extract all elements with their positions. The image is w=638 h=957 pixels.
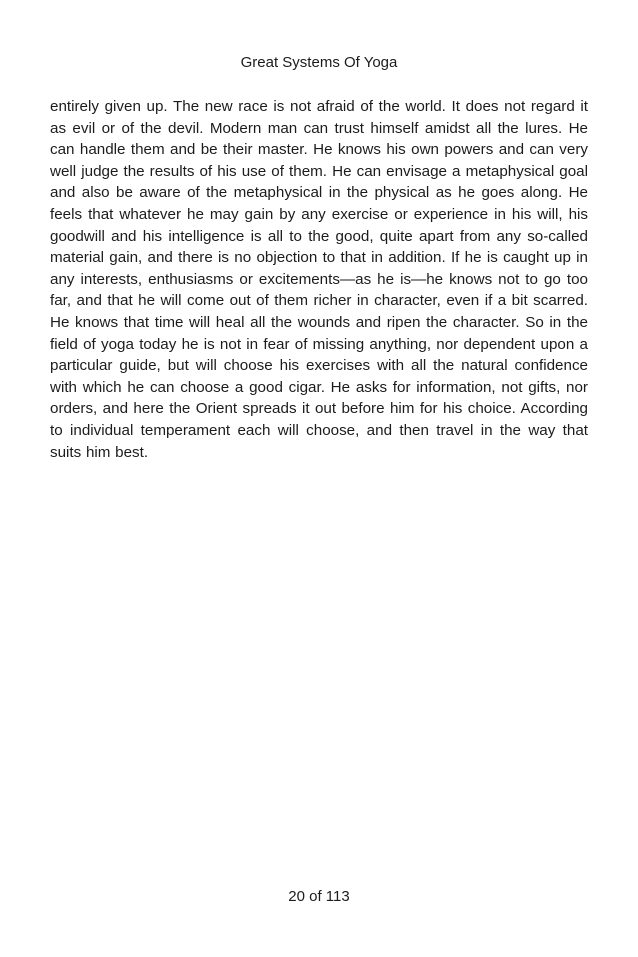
body-paragraph: entirely given up. The new race is not afraid of the world. It does not regard it as evil or of the devil. Modern man can trust himself amidst all the lures. He can handle them and be their master. He knows his own powers and can very well judge the results of his use of them. He can envisage a metaphysical goal and also be aware of the metaphysical in the physical as he goes along. He feels that whatever he may gain by any exercise or experience in his will, his goodwill and his intelligence is all to the good, quite apart from any so-called material gain, and there is no objection to that in addition. If he is caught up in any interests, enthusiasms or excitements—as he is—he knows not to go too far, and that he will come out of them richer in character, even if a bit scarred. He knows that time will heal all the wounds and ripen the character. So in the field of yoga today he is not in fear of missing anything, nor dependent upon a particular guide, but will choose his exercises with all the natural confidence with which he can choose a good cigar. He asks for information, not gifts, nor orders, and here the Orient spreads it out before him for his choice. According to individual temperament each will choose, and then travel in the way that suits him best. <box>50 98 588 461</box>
page-number: 20 of 113 <box>288 888 350 905</box>
page-title: Great Systems Of Yoga <box>240 54 398 71</box>
